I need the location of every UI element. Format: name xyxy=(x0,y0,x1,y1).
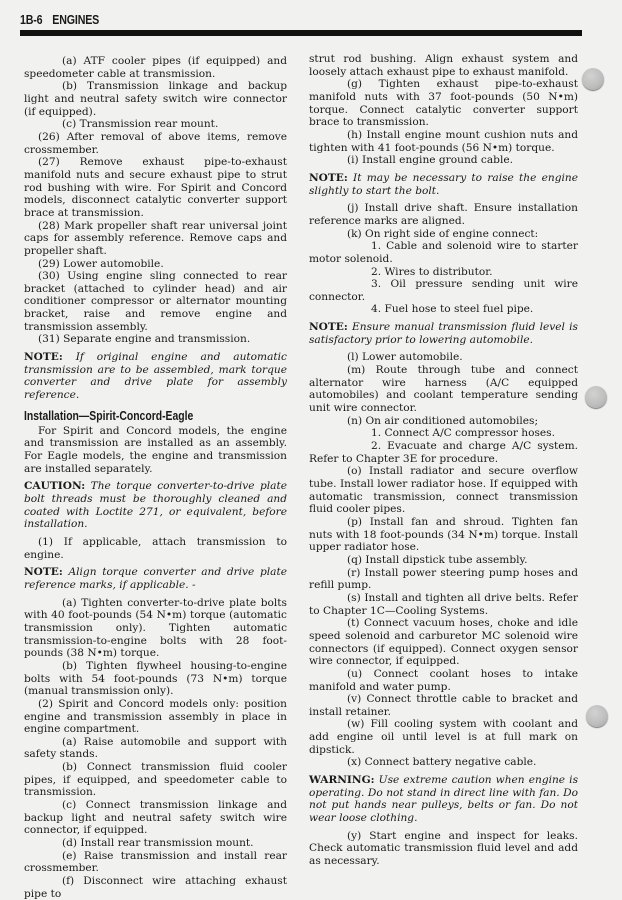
note-block xyxy=(24,566,287,591)
paragraph: 1. Cable and solenoid wire to starter motor solenoid. xyxy=(309,240,578,265)
note-label: NOTE: xyxy=(309,171,348,184)
paragraph: (c) Connect transmission linkage and backup light and neutral safety switch wire connector, if equipped. xyxy=(24,799,287,837)
right-column xyxy=(309,53,578,868)
paragraph: (j) Install drive shaft. Ensure installation reference marks are aligned. xyxy=(309,202,578,227)
note-block xyxy=(309,172,578,197)
paragraph: (a) Raise automobile and support with safety stands. xyxy=(24,735,287,761)
running-head xyxy=(20,12,481,28)
paragraph: (29) Lower automobile. xyxy=(38,257,164,270)
paragraph: (l) Lower automobile. xyxy=(347,351,463,364)
paragraph: (h) Install engine mount cushion nuts and tighten with 41 foot-pounds (56 N•m) torque. xyxy=(309,128,578,154)
note-text: Use extreme caution when engine is operating. Do not stand in direct line with fan. Do not put hands near pulleys, belts or fan. Do not wear loose clothing. xyxy=(309,774,578,825)
note-text: Ensure manual transmission fluid level is satisfactory prior to lowering automobile. xyxy=(309,321,578,346)
paragraph: 1. Connect A/C compressor hoses. xyxy=(371,427,555,440)
paragraph: (g) Tighten exhaust pipe-to-exhaust manifold nuts with 37 foot-pounds (50 N•m) torque. Connect catalytic converter support brace to transmission. xyxy=(309,78,578,129)
note-block xyxy=(309,321,578,346)
paragraph: (s) Install and tighten all drive belts. Refer to Chapter 1C—Cooling Systems. xyxy=(309,591,578,617)
paragraph: (c) Transmission rear mount. xyxy=(62,118,219,131)
paragraph: (1) If applicable, attach transmission to engine. xyxy=(24,535,287,561)
note-text: The torque converter-to-drive plate bolt threads must be thoroughly cleaned and coated with Loctite 271, or equivalent, before installation. xyxy=(24,480,287,531)
page-header xyxy=(20,12,582,36)
paragraph: (v) Connect throttle cable to bracket and install retainer. xyxy=(309,693,578,718)
paragraph: (f) Disconnect wire attaching exhaust pipe to xyxy=(24,875,287,900)
paragraph: (i) Install engine ground cable. xyxy=(347,154,513,167)
warning-block xyxy=(309,774,578,825)
paragraph: (27) Remove exhaust pipe-to-exhaust manifold nuts and secure exhaust pipe to strut rod bushing with wire. For Spirit and Concord models, disconnect catalytic converter support brace at transmission. xyxy=(24,156,287,219)
paragraph: (p) Install fan and shroud. Tighten fan nuts with 18 foot-pounds (34 N•m) torque. Install upper radiator hose. xyxy=(309,515,578,554)
note-text: If original engine and automatic transmission are to be assembled, mark torque converter and drive plate for assembly reference. xyxy=(24,351,287,402)
note-text: It may be necessary to raise the engine slightly to start the bolt. xyxy=(309,171,578,197)
paragraph: 2. Evacuate and charge A/C system. Refer to Chapter 3E for procedure. xyxy=(309,440,578,465)
paragraph: For Spirit and Concord models, the engine and transmission are installed as an assembly. For Eagle models, the engine and transmission are installed separately. xyxy=(24,424,287,475)
note-label: NOTE: xyxy=(309,321,348,334)
paragraph: (26) After removal of above items, remove crossmember. xyxy=(24,130,287,156)
paragraph: (a) ATF cooler pipes (if equipped) and speedometer cable at transmission. xyxy=(24,55,287,80)
note-text: Align torque converter and drive plate reference marks, if applicable. - xyxy=(24,566,288,591)
paragraph: 4. Fuel hose to steel fuel pipe. xyxy=(371,303,534,316)
paragraph: (q) Install dipstick tube assembly. xyxy=(347,553,528,566)
paragraph: (o) Install radiator and secure overflow tube. Install lower radiator hose. If equipped with automatic transmission, connect transmission fluid cooler pipes. xyxy=(309,465,578,516)
paragraph: (28) Mark propeller shaft rear universal joint caps for assembly reference. Remove caps and propeller shaft. xyxy=(24,219,287,257)
paragraph: (d) Install rear transmission mount. xyxy=(62,837,254,850)
note-label: WARNING: xyxy=(309,774,375,787)
paragraph: (2) Spirit and Concord models only: position engine and transmission assembly in place in engine compartment. xyxy=(24,697,287,736)
paragraph: (30) Using engine sling connected to rear bracket (attached to cylinder head) and air conditioner compressor or alternator mounting bracket, raise and remove engine and transmission assembly. xyxy=(24,270,287,333)
binder-hole-top xyxy=(582,68,604,90)
paragraph: (k) On right side of engine connect: xyxy=(347,227,539,240)
paragraph: (b) Transmission linkage and backup light and neutral safety switch wire connector (if equipped). xyxy=(24,80,287,118)
paragraph: (b) Tighten flywheel housing-to-engine bolts with 54 foot-pounds (73 N•m) torque (manual transmission only). xyxy=(24,659,287,698)
binder-hole-middle xyxy=(585,386,607,408)
paragraph: (y) Start engine and inspect for leaks. Check automatic transmission fluid level and add as necessary. xyxy=(309,829,578,868)
caution-block xyxy=(24,480,287,531)
paragraph: (t) Connect vacuum hoses, choke and idle speed solenoid and carburetor MC solenoid wire connectors (if equipped). Connect oxygen sensor wire connector, if equipped. xyxy=(309,617,578,668)
paragraph: (m) Route through tube and connect alternator wire harness (A/C equipped automobiles) and coolant temperature sending unit wire connector. xyxy=(309,364,578,415)
section-heading: Installation—Spirit-Concord-Eagle xyxy=(24,407,194,423)
paragraph: 3. Oil pressure sending unit wire connector. xyxy=(309,278,578,303)
paragraph: strut rod bushing. Align exhaust system and loosely attach exhaust pipe to exhaust manifold. xyxy=(309,53,578,78)
paragraph: (31) Separate engine and transmission. xyxy=(38,333,251,346)
paragraph: (b) Connect transmission fluid cooler pipes, if equipped, and speedometer cable to transmission. xyxy=(24,761,287,799)
left-column xyxy=(24,55,287,900)
page-number: 1B-6 xyxy=(20,12,43,27)
note-label: CAUTION: xyxy=(24,480,86,493)
note-label: NOTE: xyxy=(24,566,63,579)
paragraph: (n) On air conditioned automobiles; xyxy=(347,414,539,427)
paragraph: (r) Install power steering pump hoses and refill pump. xyxy=(309,566,578,592)
note-block xyxy=(24,351,287,402)
header-rule xyxy=(20,30,582,36)
section-title: ENGINES xyxy=(52,12,100,27)
paragraph: 2. Wires to distributor. xyxy=(371,265,493,278)
paragraph: (u) Connect coolant hoses to intake manifold and water pump. xyxy=(309,667,578,693)
paragraph: (w) Fill cooling system with coolant and add engine oil until level is at full mark on dipstick. xyxy=(309,718,578,756)
note-label: NOTE: xyxy=(24,351,63,364)
paragraph: (x) Connect battery negative cable. xyxy=(347,756,537,769)
binder-hole-bottom xyxy=(586,705,608,727)
paragraph: (a) Tighten converter-to-drive plate bolts with 40 foot-pounds (54 N•m) torque (automatic transmission only). Tighten automatic transmission-to-engine bolts with 28 foot-pounds (38 N•m) torque. xyxy=(24,596,287,660)
paragraph: (e) Raise transmission and install rear crossmember. xyxy=(24,849,287,875)
